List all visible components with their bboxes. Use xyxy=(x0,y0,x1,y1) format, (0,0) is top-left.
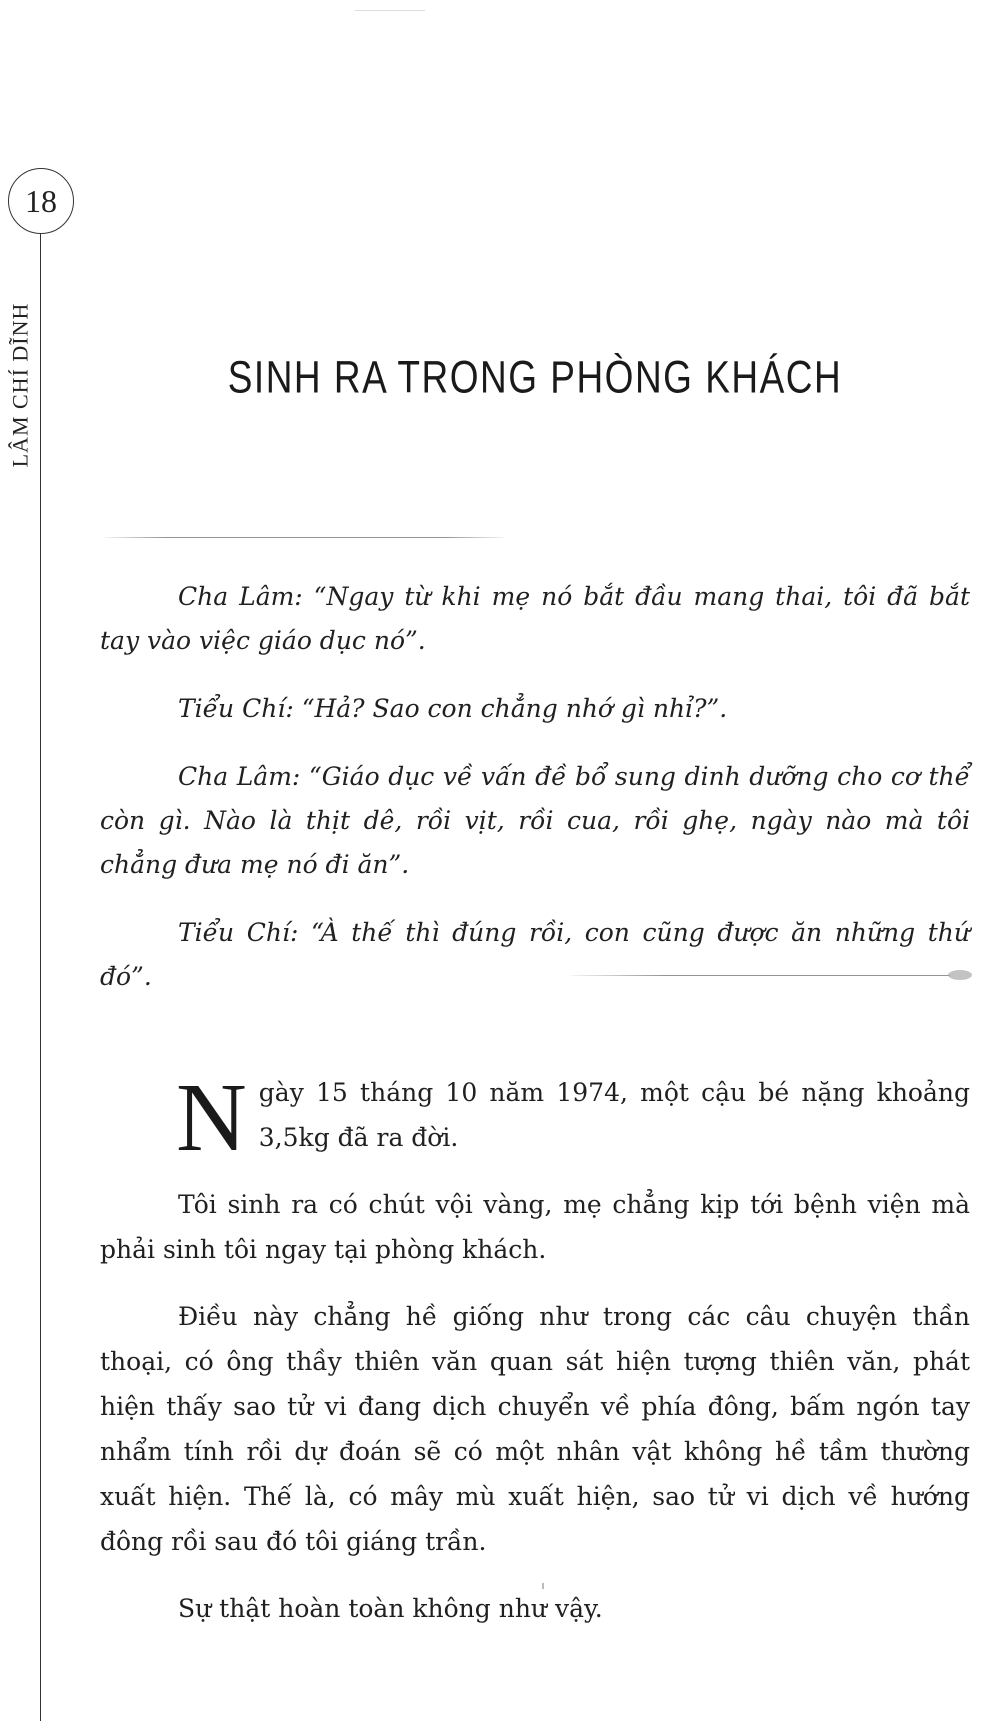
stray-mark xyxy=(542,1583,544,1589)
top-scan-mark xyxy=(355,10,425,11)
paragraph: Tôi sinh ra có chút vội vàng, mẹ chẳng kịp tới bệnh viện mà phải sinh tôi ngay tại phòng khách. xyxy=(100,1190,970,1264)
drop-cap: N xyxy=(176,1064,247,1172)
ornament-rule-bottom xyxy=(570,975,950,976)
gutter-rule xyxy=(40,234,41,1721)
running-title-text: LÂM CHÍ DĨNH xyxy=(7,302,33,468)
page-number-text: 18 xyxy=(25,182,57,219)
dialogue-block xyxy=(100,575,970,999)
dialogue-line: Cha Lâm: “Giáo dục về vấn đề bổ sung dinh dưỡng cho cơ thể còn gì. Nào là thịt dê, rồi vịt, rồi cua, rồi ghẹ, ngày nào mà tôi chẳng đưa mẹ nó đi ăn”. xyxy=(100,762,970,879)
first-paragraph-text: gày 15 tháng 10 năm 1974, một cậu bé nặng khoảng 3,5kg đã ra đời. xyxy=(258,1078,970,1152)
paragraph: Sự thật hoàn toàn không như vậy. xyxy=(178,1594,603,1623)
first-paragraph xyxy=(100,1064,970,1172)
chapter-title: SINH RA TRONG PHÒNG KHÁCH xyxy=(227,352,843,403)
paragraph: Điều này chẳng hề giống như trong các câu chuyện thần thoại, có ông thầy thiên văn quan sát hiện tượng thiên văn, phát hiện thấy sao tử vi đang dịch chuyển về phía đông, bấm ngón tay nhẩm tính rồi dự đoán sẽ có một nhân vật không hề tầm thường xuất hiện. Thế là, có mây mù xuất hiện, sao tử vi dịch về hướng đông rồi sau đó tôi giáng trần. xyxy=(100,1302,970,1556)
running-title xyxy=(9,295,31,475)
dialogue-line: Cha Lâm: “Ngay từ khi mẹ nó bắt đầu mang thai, tôi đã bắt tay vào việc giáo dục nó”. xyxy=(100,582,970,655)
body-text xyxy=(100,1064,970,1631)
dialogue-line: Tiểu Chí: “À thế thì đúng rồi, con cũng được ăn những thứ đó”. xyxy=(100,918,970,991)
page-number xyxy=(8,168,74,234)
ornament-rule-top xyxy=(105,537,505,538)
dialogue-line: Tiểu Chí: “Hả? Sao con chẳng nhớ gì nhỉ?”. xyxy=(178,694,728,723)
